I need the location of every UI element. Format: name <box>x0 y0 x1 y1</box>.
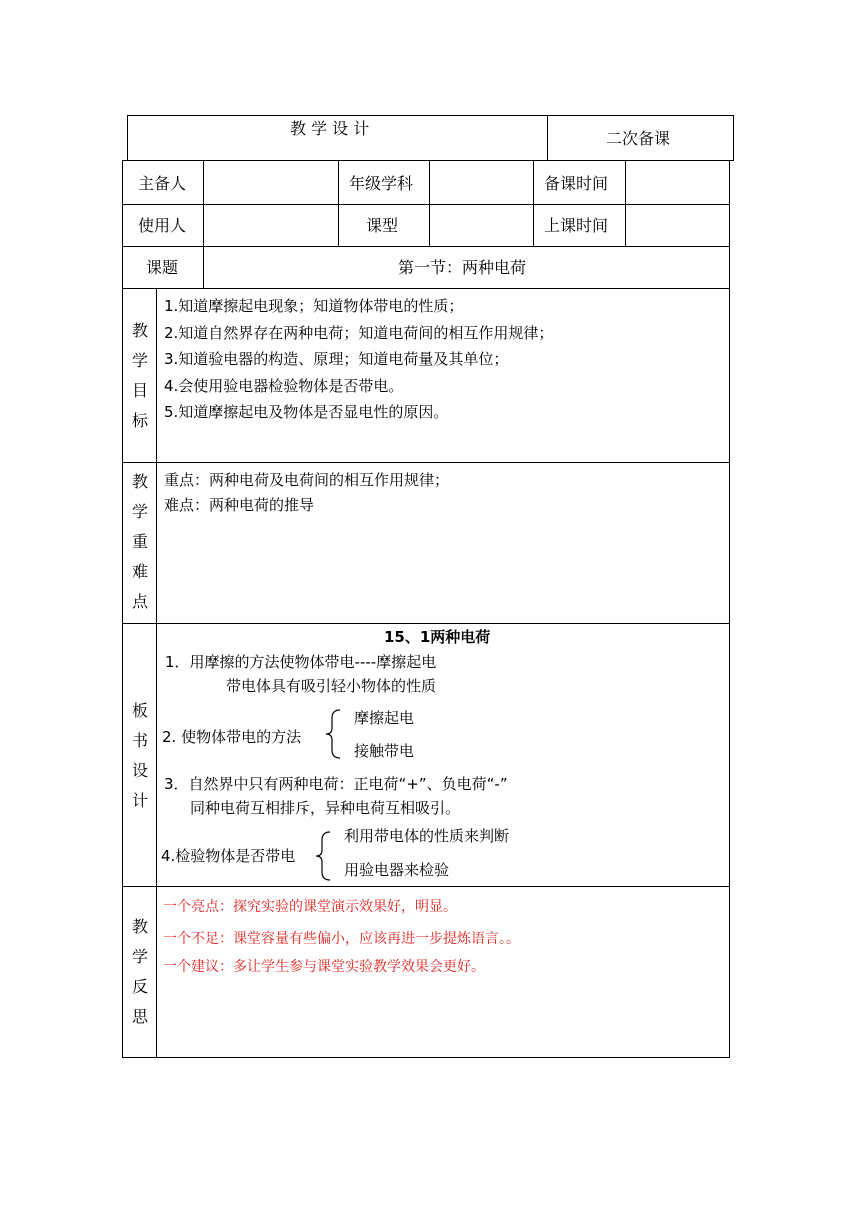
board-line-2: 2. 使物体带电的方法 <box>162 728 302 746</box>
col-divider <box>625 160 626 246</box>
board-line-1: 1．用摩擦的方法使物体带电----摩擦起电 <box>165 653 437 671</box>
objective-item: 1.知道摩擦起电现象；知道物体带电的性质； <box>164 297 464 315</box>
objective-item: 2.知道自然界存在两种电荷；知道电荷间的相互作用规律； <box>164 323 554 342</box>
row-divider <box>122 204 730 205</box>
row-divider <box>122 623 730 624</box>
row-divider <box>122 462 730 463</box>
board-line-4: 4.检验物体是否带电 <box>161 847 296 865</box>
board-line-4a: 利用带电体的性质来判断 <box>344 827 510 845</box>
row-divider <box>122 886 730 887</box>
reflection-suggestion: 一个建议：多让学生参与课堂实验教学效果会更好。 <box>163 959 485 975</box>
board-line-3b: 同种电荷互相排斥，异种电荷互相吸引。 <box>190 799 461 817</box>
grade-subject-label: 年级学科 <box>349 174 414 193</box>
class-time-label: 上课时间 <box>544 216 609 235</box>
board-line-2a: 摩擦起电 <box>354 709 415 727</box>
key-points-label: 教 学 重 难 点 <box>131 472 148 611</box>
board-line-4b: 用验电器来检验 <box>344 861 450 879</box>
key-difficulty: 难点：两种电荷的推导 <box>164 496 315 514</box>
row-divider <box>122 288 730 289</box>
preparer-label: 主备人 <box>138 174 187 193</box>
second-prep-label: 二次备课 <box>606 129 671 148</box>
board-line-1b: 带电体具有吸引轻小物体的性质 <box>226 677 437 695</box>
reflection-shortcoming: 一个不足：课堂容量有些偏小，应该再进一步提炼语言。。 <box>163 931 520 947</box>
col-divider <box>156 288 157 1058</box>
prep-time-label: 备课时间 <box>544 174 609 193</box>
board-title: 15、1两种电荷 <box>384 628 491 646</box>
reflection-label: 教 学 反 思 <box>131 917 148 1026</box>
brace-icon <box>314 830 334 882</box>
reflection-highlight: 一个亮点：探究实验的课堂演示效果好，明显。 <box>163 899 457 915</box>
objective-item: 5.知道摩擦起电及物体是否显电性的原因。 <box>164 403 449 421</box>
brace-icon <box>324 708 344 760</box>
topic-label: 课题 <box>146 258 179 277</box>
objective-item: 3.知道验电器的构造、原理；知道电荷量及其单位； <box>164 350 509 368</box>
key-focus: 重点：两种电荷及电荷间的相互作用规律； <box>164 471 450 489</box>
objective-item: 4.会使用验电器检验物体是否带电。 <box>164 376 404 395</box>
topic-value: 第一节：两种电荷 <box>398 258 527 277</box>
user-label: 使用人 <box>138 216 187 235</box>
col-divider <box>203 160 204 288</box>
col-divider <box>533 160 534 246</box>
page-title: 教 学 设 计 <box>290 119 370 138</box>
objectives-label: 教 学 目 标 <box>131 321 148 430</box>
board-line-2b: 接触带电 <box>354 742 415 760</box>
board-label: 板 书 设 计 <box>131 701 148 810</box>
col-divider <box>429 160 430 246</box>
board-line-3: 3．自然界中只有两种电荷：正电荷“+”、负电荷“-” <box>164 775 508 793</box>
row-divider <box>122 246 730 247</box>
objectives-list <box>164 293 553 426</box>
lesson-type-label: 课型 <box>366 216 399 235</box>
col-divider <box>338 160 339 246</box>
